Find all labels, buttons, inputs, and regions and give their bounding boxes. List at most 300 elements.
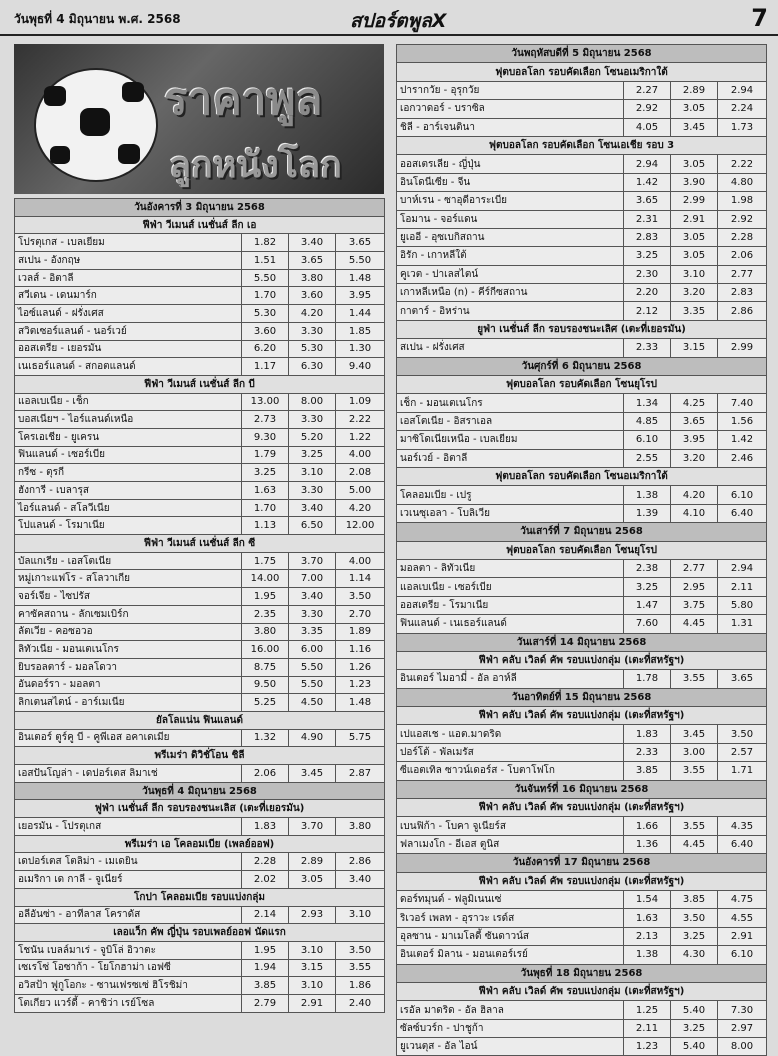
odds-home: 6.10 <box>624 431 671 449</box>
competition-row <box>397 799 767 817</box>
odds-draw: 3.85 <box>671 890 718 908</box>
odds-draw: 5.30 <box>289 340 336 358</box>
match-row <box>397 578 767 596</box>
odds-draw: 3.20 <box>671 284 718 302</box>
match-teams: สวิตเซอร์แลนด์ - นอร์เวย์ <box>15 322 242 340</box>
odds-draw: 3.40 <box>289 234 336 252</box>
match-row <box>397 890 767 908</box>
match-row <box>397 762 767 780</box>
date-header: วันอาทิตย์ที่ 15 มิถุนายน 2568 <box>397 688 767 706</box>
date-header-row <box>397 964 767 982</box>
match-row <box>397 81 767 99</box>
odds-draw: 3.05 <box>671 228 718 246</box>
odds-draw: 4.30 <box>671 946 718 964</box>
odds-draw: 3.35 <box>289 623 336 641</box>
match-teams: เอสปันโญล่า - เดปอร์เตส ลิมาเช่ <box>15 765 242 783</box>
odds-away: 2.46 <box>718 449 767 467</box>
match-row <box>397 817 767 835</box>
match-teams: เอกวาดอร์ - บราซิล <box>397 100 624 118</box>
competition-row <box>15 924 385 942</box>
odds-home: 1.36 <box>624 835 671 853</box>
odds-away: 2.22 <box>718 155 767 173</box>
match-teams: อุลซาน - มาเมโลดี้ ซันดาวน์ส <box>397 927 624 945</box>
match-row <box>397 412 767 430</box>
odds-away: 4.00 <box>336 446 385 464</box>
match-row <box>15 977 385 995</box>
odds-home: 1.39 <box>624 504 671 522</box>
match-teams: ฮังการี - เบลารุส <box>15 482 242 500</box>
match-teams: กาตาร์ - อิหร่าน <box>397 302 624 320</box>
match-teams: อินเตอร์ ไมอามี่ - อัล อาห์ลี <box>397 670 624 688</box>
title-banner <box>14 44 384 194</box>
odds-away: 5.50 <box>336 252 385 270</box>
match-row <box>15 340 385 358</box>
odds-home: 2.31 <box>624 210 671 228</box>
competition-header: ฟุตบอลโลก รอบคัดเลือก โซนยุโรป <box>397 541 767 559</box>
match-row <box>397 173 767 191</box>
odds-home: 2.27 <box>624 81 671 99</box>
odds-away: 4.75 <box>718 890 767 908</box>
competition-row <box>397 872 767 890</box>
odds-home: 1.42 <box>624 173 671 191</box>
odds-draw: 3.70 <box>289 818 336 836</box>
odds-away: 1.85 <box>336 322 385 340</box>
match-teams: ดอร์ทมุนด์ - ฟลูมิเนนเซ่ <box>397 890 624 908</box>
odds-home: 9.30 <box>242 428 289 446</box>
competition-header: ฟีฟ่า คลับ เวิลด์ คัพ รอบแบ่งกลุ่ม (เตะที่สหรัฐฯ) <box>397 651 767 669</box>
odds-home: 3.65 <box>624 192 671 210</box>
odds-draw: 2.91 <box>671 210 718 228</box>
date-header: วันพุธที่ 4 มิถุนายน 2568 <box>15 782 385 800</box>
odds-draw: 3.30 <box>289 482 336 500</box>
banner-subtitle: ลูกหนังโลก <box>169 145 342 186</box>
odds-away: 4.55 <box>718 909 767 927</box>
competition-header: พรีเมร่า ดิวิชั่โอน ชิลี <box>15 747 385 765</box>
match-row <box>397 431 767 449</box>
odds-home: 1.79 <box>242 446 289 464</box>
odds-home: 1.66 <box>624 817 671 835</box>
odds-draw: 3.65 <box>671 412 718 430</box>
odds-draw: 3.55 <box>671 817 718 835</box>
match-teams: ไอร์แลนด์ - สโลวีเนีย <box>15 499 242 517</box>
match-row <box>397 615 767 633</box>
competition-row <box>15 375 385 393</box>
odds-home: 16.00 <box>242 641 289 659</box>
odds-away: 1.23 <box>336 676 385 694</box>
odds-draw: 3.05 <box>671 247 718 265</box>
odds-away: 2.83 <box>718 284 767 302</box>
odds-away: 6.40 <box>718 835 767 853</box>
match-teams: เยอรมัน - โปรตุเกส <box>15 818 242 836</box>
odds-home: 5.50 <box>242 269 289 287</box>
odds-home: 5.25 <box>242 694 289 712</box>
odds-draw: 3.15 <box>289 959 336 977</box>
odds-away: 2.77 <box>718 265 767 283</box>
odds-home: 1.78 <box>624 670 671 688</box>
match-teams: อิรัก - เกาหลีใต้ <box>397 247 624 265</box>
match-teams: ออสเตรเลีย - ญี่ปุ่น <box>397 155 624 173</box>
match-row <box>15 818 385 836</box>
odds-home: 1.47 <box>624 596 671 614</box>
match-teams: อันดอร์รา - มอลตา <box>15 676 242 694</box>
date-header-row <box>397 688 767 706</box>
odds-draw: 3.15 <box>671 339 718 357</box>
match-teams: คูเวต - ปาเลสไตน์ <box>397 265 624 283</box>
competition-header: ฟีฟ่า คลับ เวิลด์ คัพ รอบแบ่งกลุ่ม (เตะที่สหรัฐฯ) <box>397 872 767 890</box>
match-teams: ยูเออี - อุซเบกิสถาน <box>397 228 624 246</box>
odds-draw: 6.00 <box>289 641 336 659</box>
competition-row <box>397 376 767 394</box>
odds-home: 2.30 <box>624 265 671 283</box>
match-teams: กรีซ - ตุรกี <box>15 464 242 482</box>
odds-home: 1.38 <box>624 946 671 964</box>
match-row <box>397 449 767 467</box>
competition-row <box>397 320 767 338</box>
odds-home: 2.11 <box>624 1019 671 1037</box>
odds-draw: 3.35 <box>671 302 718 320</box>
odds-home: 1.82 <box>242 234 289 252</box>
odds-away: 3.10 <box>336 906 385 924</box>
match-teams: นอร์เวย์ - อิตาลี <box>397 449 624 467</box>
match-row <box>15 765 385 783</box>
odds-away: 1.44 <box>336 305 385 323</box>
odds-draw: 3.05 <box>671 100 718 118</box>
match-row <box>15 411 385 429</box>
odds-home: 1.95 <box>242 941 289 959</box>
odds-away: 1.48 <box>336 694 385 712</box>
competition-header: พรีเมร่า เอ โคลอมเบีย (เพลย์ออฟ) <box>15 835 385 853</box>
odds-home: 1.51 <box>242 252 289 270</box>
odds-away: 1.98 <box>718 192 767 210</box>
competition-header: ฟีฟ่า คลับ เวิลด์ คัพ รอบแบ่งกลุ่ม (เตะที่สหรัฐฯ) <box>397 982 767 1000</box>
odds-draw: 3.10 <box>671 265 718 283</box>
odds-away: 2.22 <box>336 411 385 429</box>
odds-home: 1.63 <box>242 482 289 500</box>
odds-away: 2.70 <box>336 605 385 623</box>
competition-row <box>15 535 385 553</box>
match-row <box>397 1019 767 1037</box>
match-teams: เวเนซุเอลา - โบลิเวีย <box>397 504 624 522</box>
odds-home: 1.70 <box>242 499 289 517</box>
match-teams: มอลตา - ลิทัวเนีย <box>397 559 624 577</box>
odds-home: 7.60 <box>624 615 671 633</box>
odds-home: 1.13 <box>242 517 289 535</box>
date-header: วันจันทร์ที่ 16 มิถุนายน 2568 <box>397 780 767 798</box>
match-teams: ริเวอร์ เพลท - อุราวะ เรด์ส <box>397 909 624 927</box>
odds-draw: 5.50 <box>289 658 336 676</box>
match-row <box>397 228 767 246</box>
odds-draw: 8.00 <box>289 393 336 411</box>
competition-row <box>15 835 385 853</box>
match-row <box>15 570 385 588</box>
match-teams: โคลอมเบีย - เปรู <box>397 486 624 504</box>
odds-away: 3.65 <box>718 670 767 688</box>
competition-header: ยูฟ่า เนชั่นส์ ลีก รอบรองชนะเลิศ (เตะที่เยอรมัน) <box>397 320 767 338</box>
match-teams: ฟินแลนด์ - เนเธอร์แลนด์ <box>397 615 624 633</box>
match-teams: เวลส์ - อิตาลี <box>15 269 242 287</box>
match-row <box>15 906 385 924</box>
match-teams: ยิบรอลตาร์ - มอลโดวา <box>15 658 242 676</box>
match-row <box>15 322 385 340</box>
odds-draw: 3.05 <box>671 155 718 173</box>
odds-away: 1.26 <box>336 658 385 676</box>
date-header: วันอังคารที่ 3 มิถุนายน 2568 <box>15 199 385 217</box>
odds-draw: 2.99 <box>671 192 718 210</box>
odds-away: 2.94 <box>718 559 767 577</box>
odds-away: 1.89 <box>336 623 385 641</box>
competition-row <box>397 541 767 559</box>
odds-draw: 3.95 <box>671 431 718 449</box>
odds-home: 1.83 <box>624 725 671 743</box>
competition-header: ฟุตบอลโลก รอบคัดเลือก โซนอเมริกาใต้ <box>397 63 767 81</box>
page-header <box>0 0 778 36</box>
match-teams: ออสเตรีย - เยอรมัน <box>15 340 242 358</box>
match-row <box>397 504 767 522</box>
odds-away: 1.56 <box>718 412 767 430</box>
match-row <box>15 517 385 535</box>
odds-draw: 5.40 <box>671 1001 718 1019</box>
odds-home: 3.25 <box>242 464 289 482</box>
odds-away: 4.00 <box>336 552 385 570</box>
competition-row <box>15 800 385 818</box>
odds-home: 1.63 <box>624 909 671 927</box>
banner-title: ราคาพูล <box>164 74 323 125</box>
competition-row <box>15 216 385 234</box>
competition-row <box>397 467 767 485</box>
odds-away: 3.50 <box>718 725 767 743</box>
odds-away: 5.75 <box>336 729 385 747</box>
odds-away: 9.40 <box>336 358 385 376</box>
odds-away: 2.91 <box>718 927 767 945</box>
odds-away: 2.57 <box>718 743 767 761</box>
match-teams: บอสเนียฯ - ไอร์แลนด์เหนือ <box>15 411 242 429</box>
match-row <box>397 394 767 412</box>
odds-draw: 3.45 <box>671 725 718 743</box>
match-teams: โครเอเชีย - ยูเครน <box>15 428 242 446</box>
match-teams: อินเตอร์ ตูร์คู บี - คูพีเอส อคาเดเมีย <box>15 729 242 747</box>
odds-draw: 3.25 <box>671 1019 718 1037</box>
match-row <box>15 694 385 712</box>
odds-home: 2.55 <box>624 449 671 467</box>
odds-draw: 4.90 <box>289 729 336 747</box>
odds-draw: 2.89 <box>289 853 336 871</box>
competition-row <box>397 707 767 725</box>
match-row <box>15 853 385 871</box>
odds-draw: 3.75 <box>671 596 718 614</box>
date-header: วันอังคารที่ 17 มิถุนายน 2568 <box>397 854 767 872</box>
date-header-row <box>15 782 385 800</box>
issue-date: วันพุธที่ 4 มิถุนายน พ.ศ. 2568 <box>14 12 181 26</box>
odds-draw: 3.70 <box>289 552 336 570</box>
date-header-row <box>397 45 767 63</box>
odds-draw: 3.45 <box>671 118 718 136</box>
odds-away: 5.00 <box>336 482 385 500</box>
match-row <box>15 446 385 464</box>
odds-draw: 4.10 <box>671 504 718 522</box>
match-teams: มาซิโดเนียเหนือ - เบลเยียม <box>397 431 624 449</box>
match-row <box>397 909 767 927</box>
odds-away: 1.31 <box>718 615 767 633</box>
odds-away: 2.06 <box>718 247 767 265</box>
match-row <box>15 358 385 376</box>
match-row <box>15 641 385 659</box>
match-teams: ยูเวนตุส - อัล ไอน์ <box>397 1038 624 1056</box>
match-row <box>15 605 385 623</box>
match-teams: โตเกียว แวร์ดี้ - คาชิว่า เรย์โซล <box>15 994 242 1012</box>
odds-draw: 2.77 <box>671 559 718 577</box>
odds-draw: 3.10 <box>289 464 336 482</box>
match-teams: เซเรโซ่ โอซาก้า - โยโกฮาม่า เอฟซี <box>15 959 242 977</box>
odds-home: 1.83 <box>242 818 289 836</box>
odds-away: 2.08 <box>336 464 385 482</box>
match-row <box>397 192 767 210</box>
match-teams: โปรตุเกส - เบลเยียม <box>15 234 242 252</box>
odds-home: 1.95 <box>242 588 289 606</box>
match-teams: เอสโตเนีย - อิสราเอล <box>397 412 624 430</box>
date-header: วันศุกร์ที่ 6 มิถุนายน 2568 <box>397 357 767 375</box>
match-row <box>397 743 767 761</box>
soccer-ball-icon <box>34 68 158 182</box>
match-teams: ปารากวัย - อุรุกวัย <box>397 81 624 99</box>
match-teams: เกาหลีเหนือ (n) - คีร์กีซสถาน <box>397 284 624 302</box>
match-row <box>397 155 767 173</box>
match-teams: บัลแกเรีย - เอสโตเนีย <box>15 552 242 570</box>
match-row <box>397 210 767 228</box>
odds-draw: 3.25 <box>671 927 718 945</box>
match-row <box>15 234 385 252</box>
date-header-row <box>397 357 767 375</box>
odds-table-right <box>396 44 767 1056</box>
match-row <box>15 623 385 641</box>
odds-away: 2.40 <box>336 994 385 1012</box>
date-header-row <box>397 523 767 541</box>
odds-away: 6.10 <box>718 486 767 504</box>
match-teams: อินเตอร์ มิลาน - มอนเตอร์เรย์ <box>397 946 624 964</box>
odds-draw: 5.40 <box>671 1038 718 1056</box>
odds-away: 8.00 <box>718 1038 767 1056</box>
odds-home: 1.32 <box>242 729 289 747</box>
match-row <box>15 941 385 959</box>
odds-away: 6.10 <box>718 946 767 964</box>
match-row <box>15 552 385 570</box>
match-row <box>397 946 767 964</box>
competition-header: ฟุตบอลโลก รอบคัดเลือก โซนเอเชีย รอบ 3 <box>397 136 767 154</box>
odds-home: 9.50 <box>242 676 289 694</box>
match-row <box>397 835 767 853</box>
match-row <box>397 339 767 357</box>
match-row <box>397 302 767 320</box>
odds-away: 2.94 <box>718 81 767 99</box>
odds-draw: 4.50 <box>289 694 336 712</box>
match-row <box>397 1038 767 1056</box>
match-row <box>15 658 385 676</box>
competition-header: ฟีฟ่า วีเมนส์ เนชั่นส์ ลีก เอ <box>15 216 385 234</box>
odds-home: 6.20 <box>242 340 289 358</box>
match-teams: ลิทัวเนีย - มอนเตเนโกร <box>15 641 242 659</box>
odds-home: 3.85 <box>624 762 671 780</box>
odds-away: 1.42 <box>718 431 767 449</box>
odds-draw: 3.80 <box>289 269 336 287</box>
match-teams: ปอร์โต้ - พัลเมรัส <box>397 743 624 761</box>
competition-header: เลอแว็ก คัพ ญี่ปุ่น รอบเพลย์ออฟ นัดแรก <box>15 924 385 942</box>
competition-header: โกปา โคลอมเบีย รอบแบ่งกลุ่ม <box>15 888 385 906</box>
match-row <box>15 729 385 747</box>
odds-away: 2.86 <box>718 302 767 320</box>
match-row <box>15 959 385 977</box>
odds-draw: 2.91 <box>289 994 336 1012</box>
odds-home: 2.33 <box>624 339 671 357</box>
date-header-row <box>397 780 767 798</box>
odds-home: 2.12 <box>624 302 671 320</box>
competition-header: ฟีฟ่า คลับ เวิลด์ คัพ รอบแบ่งกลุ่ม (เตะที่สหรัฐฯ) <box>397 707 767 725</box>
match-row <box>15 994 385 1012</box>
odds-away: 1.48 <box>336 269 385 287</box>
competition-header: ฟีฟ่า วีเมนส์ เนชั่นส์ ลีก บี <box>15 375 385 393</box>
odds-draw: 3.10 <box>289 977 336 995</box>
odds-draw: 3.30 <box>289 411 336 429</box>
match-row <box>397 670 767 688</box>
odds-draw: 6.50 <box>289 517 336 535</box>
odds-away: 1.71 <box>718 762 767 780</box>
odds-away: 1.73 <box>718 118 767 136</box>
odds-away: 1.09 <box>336 393 385 411</box>
odds-away: 2.97 <box>718 1019 767 1037</box>
match-teams: เรอัล มาดริด - อัล ฮิลาล <box>397 1001 624 1019</box>
match-teams: บาห์เรน - ซาอุดีอาระเบีย <box>397 192 624 210</box>
odds-draw: 4.20 <box>671 486 718 504</box>
match-teams: คาซัคสถาน - ลักเซมเบิร์ก <box>15 605 242 623</box>
odds-home: 2.33 <box>624 743 671 761</box>
odds-home: 13.00 <box>242 393 289 411</box>
match-row <box>397 118 767 136</box>
match-row <box>15 871 385 889</box>
match-row <box>15 287 385 305</box>
odds-home: 1.25 <box>624 1001 671 1019</box>
odds-away: 3.55 <box>336 959 385 977</box>
odds-draw: 4.20 <box>289 305 336 323</box>
date-header-row <box>15 199 385 217</box>
odds-home: 8.75 <box>242 658 289 676</box>
date-header-row <box>397 633 767 651</box>
match-row <box>397 100 767 118</box>
competition-header: ฟุตบอลโลก รอบคัดเลือก โซนอเมริกาใต้ <box>397 467 767 485</box>
odds-draw: 7.00 <box>289 570 336 588</box>
competition-header: ฟีฟ่า คลับ เวิลด์ คัพ รอบแบ่งกลุ่ม (เตะที่สหรัฐฯ) <box>397 799 767 817</box>
odds-away: 4.20 <box>336 499 385 517</box>
competition-header: ฟุตบอลโลก รอบคัดเลือก โซนยุโรป <box>397 376 767 394</box>
odds-draw: 3.55 <box>671 670 718 688</box>
odds-home: 2.02 <box>242 871 289 889</box>
odds-away: 4.35 <box>718 817 767 835</box>
match-row <box>397 247 767 265</box>
page-number: 7 <box>751 4 768 32</box>
odds-home: 2.79 <box>242 994 289 1012</box>
odds-draw: 3.40 <box>289 588 336 606</box>
match-teams: แอลเบเนีย - เช็ก <box>15 393 242 411</box>
odds-home: 1.34 <box>624 394 671 412</box>
odds-draw: 3.20 <box>671 449 718 467</box>
competition-row <box>15 747 385 765</box>
odds-away: 3.40 <box>336 871 385 889</box>
date-header: วันพุธที่ 18 มิถุนายน 2568 <box>397 964 767 982</box>
match-teams: ไอซ์แลนด์ - ฝรั่งเศส <box>15 305 242 323</box>
odds-home: 2.38 <box>624 559 671 577</box>
odds-away: 7.30 <box>718 1001 767 1019</box>
odds-home: 1.17 <box>242 358 289 376</box>
match-teams: หมู่เกาะแฟโร - สโลวาเกีย <box>15 570 242 588</box>
odds-home: 2.35 <box>242 605 289 623</box>
odds-home: 1.75 <box>242 552 289 570</box>
